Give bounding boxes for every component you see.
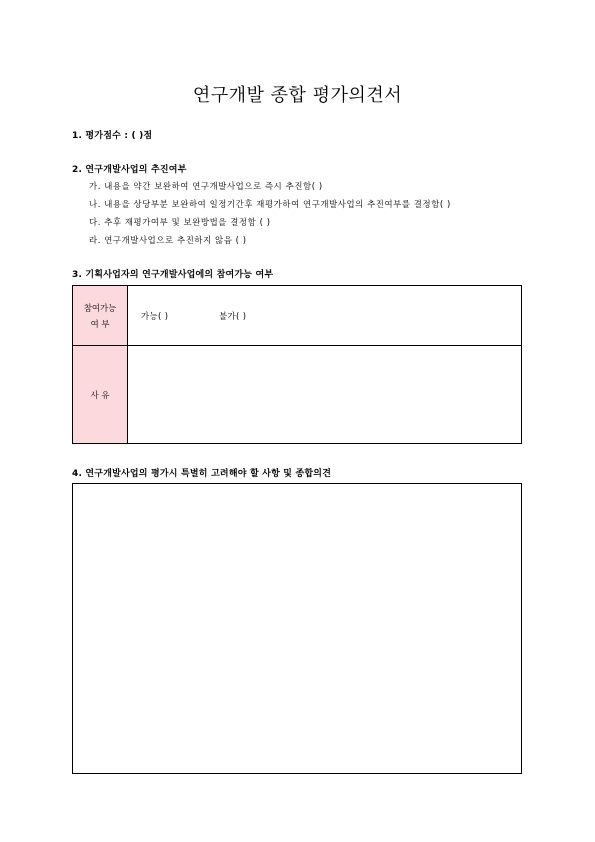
section-4-heading: 4. 연구개발사업의 평가시 특별히 고려해야 할 사항 및 종합의견 (72, 469, 332, 479)
participation-label-cell (73, 286, 128, 345)
comprehensive-opinion-box[interactable] (72, 483, 522, 774)
reason-field[interactable] (128, 346, 521, 443)
reason-row (73, 346, 521, 443)
option-ra: 라. 연구개발사업으로 추진하지 않음 ( ) (89, 235, 247, 245)
reason-label-cell (73, 346, 128, 443)
participation-row (73, 286, 521, 346)
option-ga: 가. 내용을 약간 보완하여 연구개발사업으로 즉시 추진함( ) (89, 181, 323, 191)
option-da: 다. 추후 재평가여부 및 보완방법을 결정함 ( ) (89, 217, 271, 227)
page-title: 연구개발 종합 평가의견서 (192, 85, 403, 106)
section-3-heading: 3. 기획사업자의 연구개발사업에의 참여가능 여부 (72, 270, 274, 280)
reason-label: 사 유 (90, 390, 110, 400)
option-impossible[interactable]: 불가( ) (219, 311, 247, 321)
participation-label-line1: 참여가능 (83, 303, 117, 313)
participation-label-line2: 여 부 (90, 319, 110, 329)
option-na: 나. 내용을 상당부분 보완하여 일정기간후 재평가하여 연구개발사업의 추진여부를 결정함( ) (89, 199, 451, 209)
option-possible[interactable]: 가능( ) (141, 311, 169, 321)
section-2-heading: 2. 연구개발사업의 추진여부 (72, 165, 187, 175)
participation-table (72, 285, 522, 444)
section-1-score: 1. 평가점수 : ( )점 (72, 131, 153, 141)
